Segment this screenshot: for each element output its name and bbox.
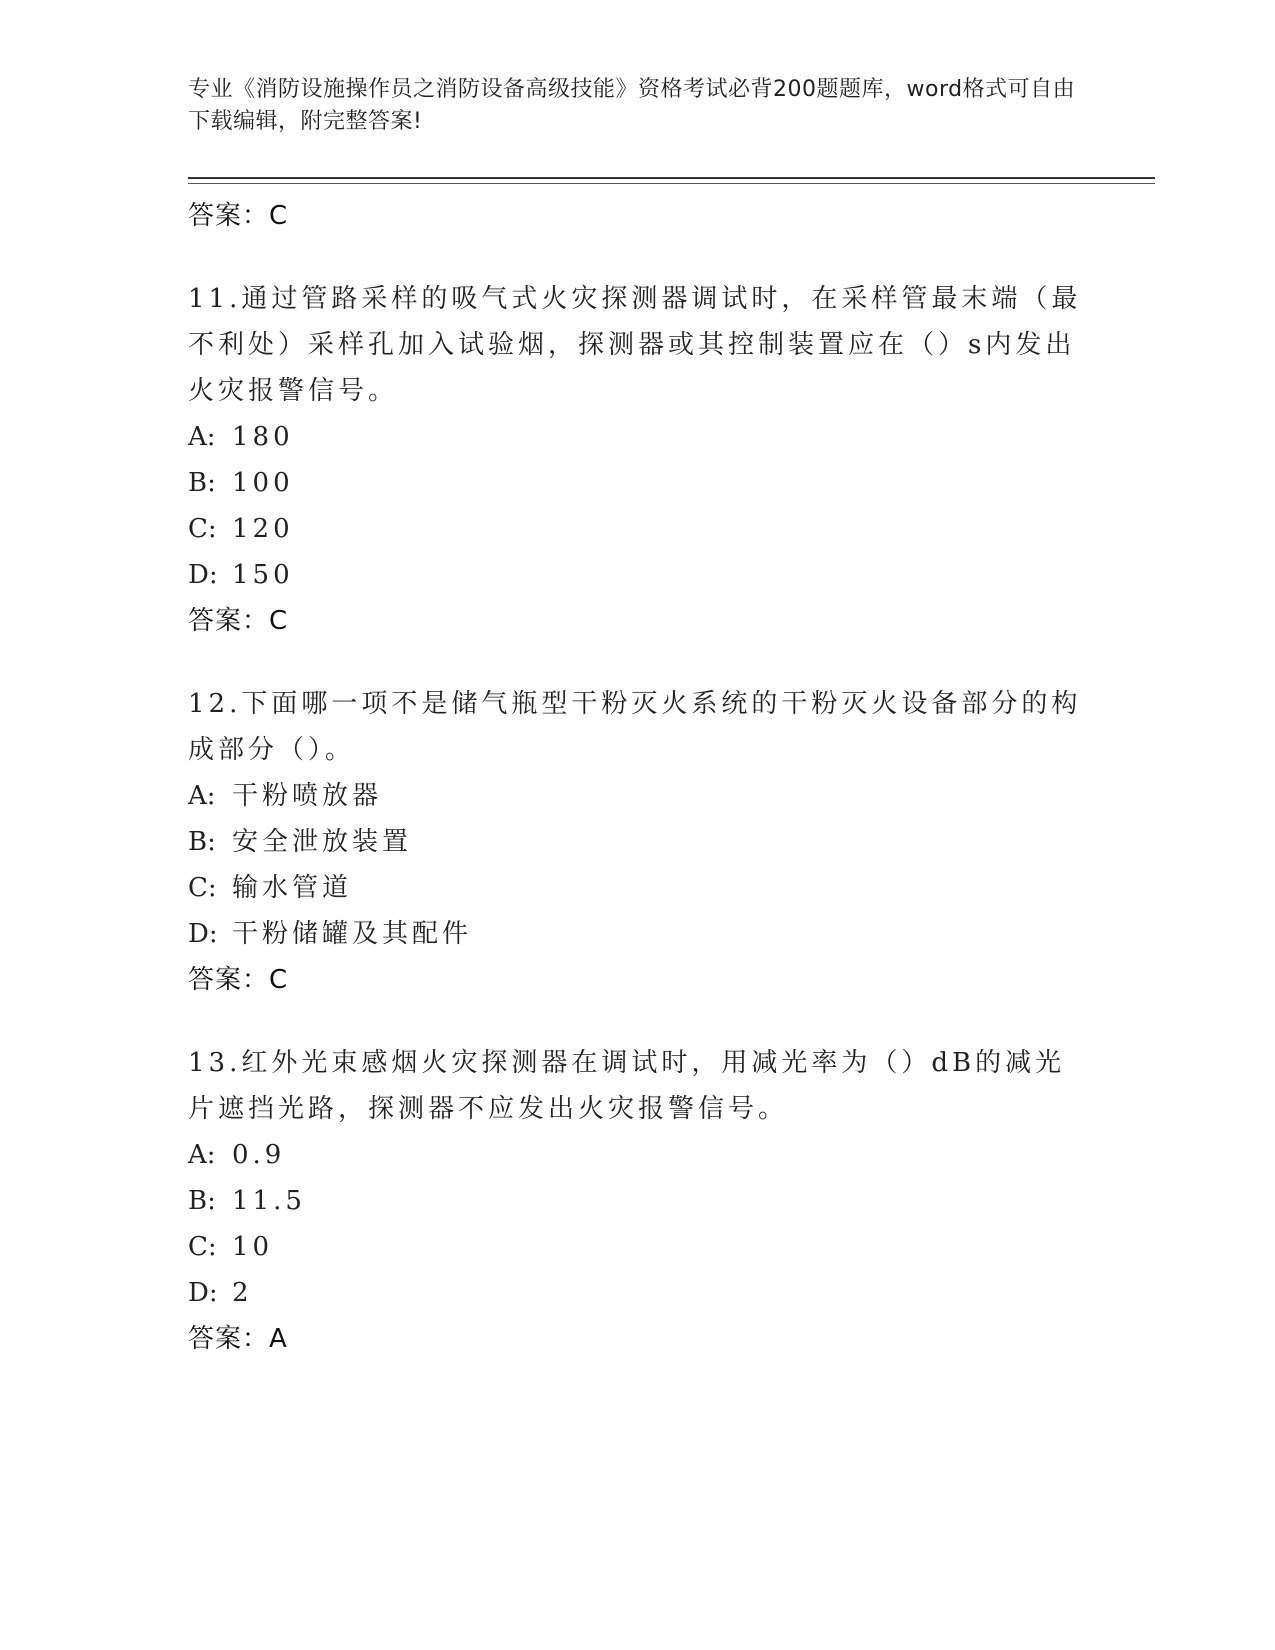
option-key: C:	[188, 514, 217, 544]
option-key: B:	[188, 1186, 216, 1216]
option-c	[188, 506, 1088, 552]
option-b	[188, 819, 1088, 865]
option-text: 2	[232, 1278, 253, 1308]
question-item-12	[188, 681, 1088, 1003]
option-key: B:	[188, 468, 216, 498]
question-item-11	[188, 276, 1088, 644]
option-text: 120	[232, 514, 294, 544]
option-key: A:	[188, 781, 216, 811]
question-stem: 12.下面哪一项不是储气瓶型干粉灭火系统的干粉灭火设备部分的构成部分（）。	[188, 689, 1082, 765]
option-key: A:	[188, 1140, 216, 1170]
option-text: 0.9	[232, 1140, 286, 1170]
option-key: D:	[188, 919, 218, 949]
option-d	[188, 911, 1088, 957]
option-a	[188, 1132, 1088, 1178]
option-key: C:	[188, 873, 217, 903]
option-text: 安全泄放装置	[232, 827, 413, 857]
question-answer: 答案：C	[188, 606, 289, 636]
question-list	[188, 193, 1088, 1362]
option-a	[188, 414, 1088, 460]
option-text: 干粉喷放器	[232, 781, 383, 811]
question-stem: 13.红外光束感烟火灾探测器在调试时，用减光率为（）dB的减光片遮挡光路，探测器不应发出火灾报警信号。	[188, 1048, 1066, 1124]
option-text: 100	[232, 468, 294, 498]
option-key: D:	[188, 560, 218, 590]
header-divider-thick	[188, 177, 1155, 179]
page-header-title: 专业《消防设施操作员之消防设备高级技能》资格考试必背200题题库，word格式可自由下载编辑，附完整答案!	[188, 77, 1076, 134]
option-a	[188, 773, 1088, 819]
option-b	[188, 1178, 1088, 1224]
option-text: 10	[232, 1232, 274, 1262]
question-item-13	[188, 1040, 1088, 1362]
option-key: C:	[188, 1232, 217, 1262]
option-key: A:	[188, 422, 216, 452]
question-stem: 11.通过管路采样的吸气式火灾探测器调试时，在采样管最末端（最不利处）采样孔加入试验烟，探测器或其控制装置应在（）s内发出火灾报警信号。	[188, 284, 1082, 406]
option-key: B:	[188, 827, 216, 857]
header-divider-thin	[188, 183, 1155, 184]
question-answer: 答案：A	[188, 1324, 288, 1354]
option-text: 干粉储罐及其配件	[232, 919, 473, 949]
option-b	[188, 460, 1088, 506]
option-text: 输水管道	[232, 873, 353, 903]
option-d	[188, 552, 1088, 598]
option-c	[188, 1224, 1088, 1270]
option-c	[188, 865, 1088, 911]
option-text: 180	[232, 422, 294, 452]
option-text: 11.5	[232, 1186, 306, 1216]
option-text: 150	[232, 560, 294, 590]
previous-question-answer: 答案：C	[188, 201, 289, 231]
option-key: D:	[188, 1278, 218, 1308]
option-d	[188, 1270, 1088, 1316]
question-answer: 答案：C	[188, 965, 289, 995]
